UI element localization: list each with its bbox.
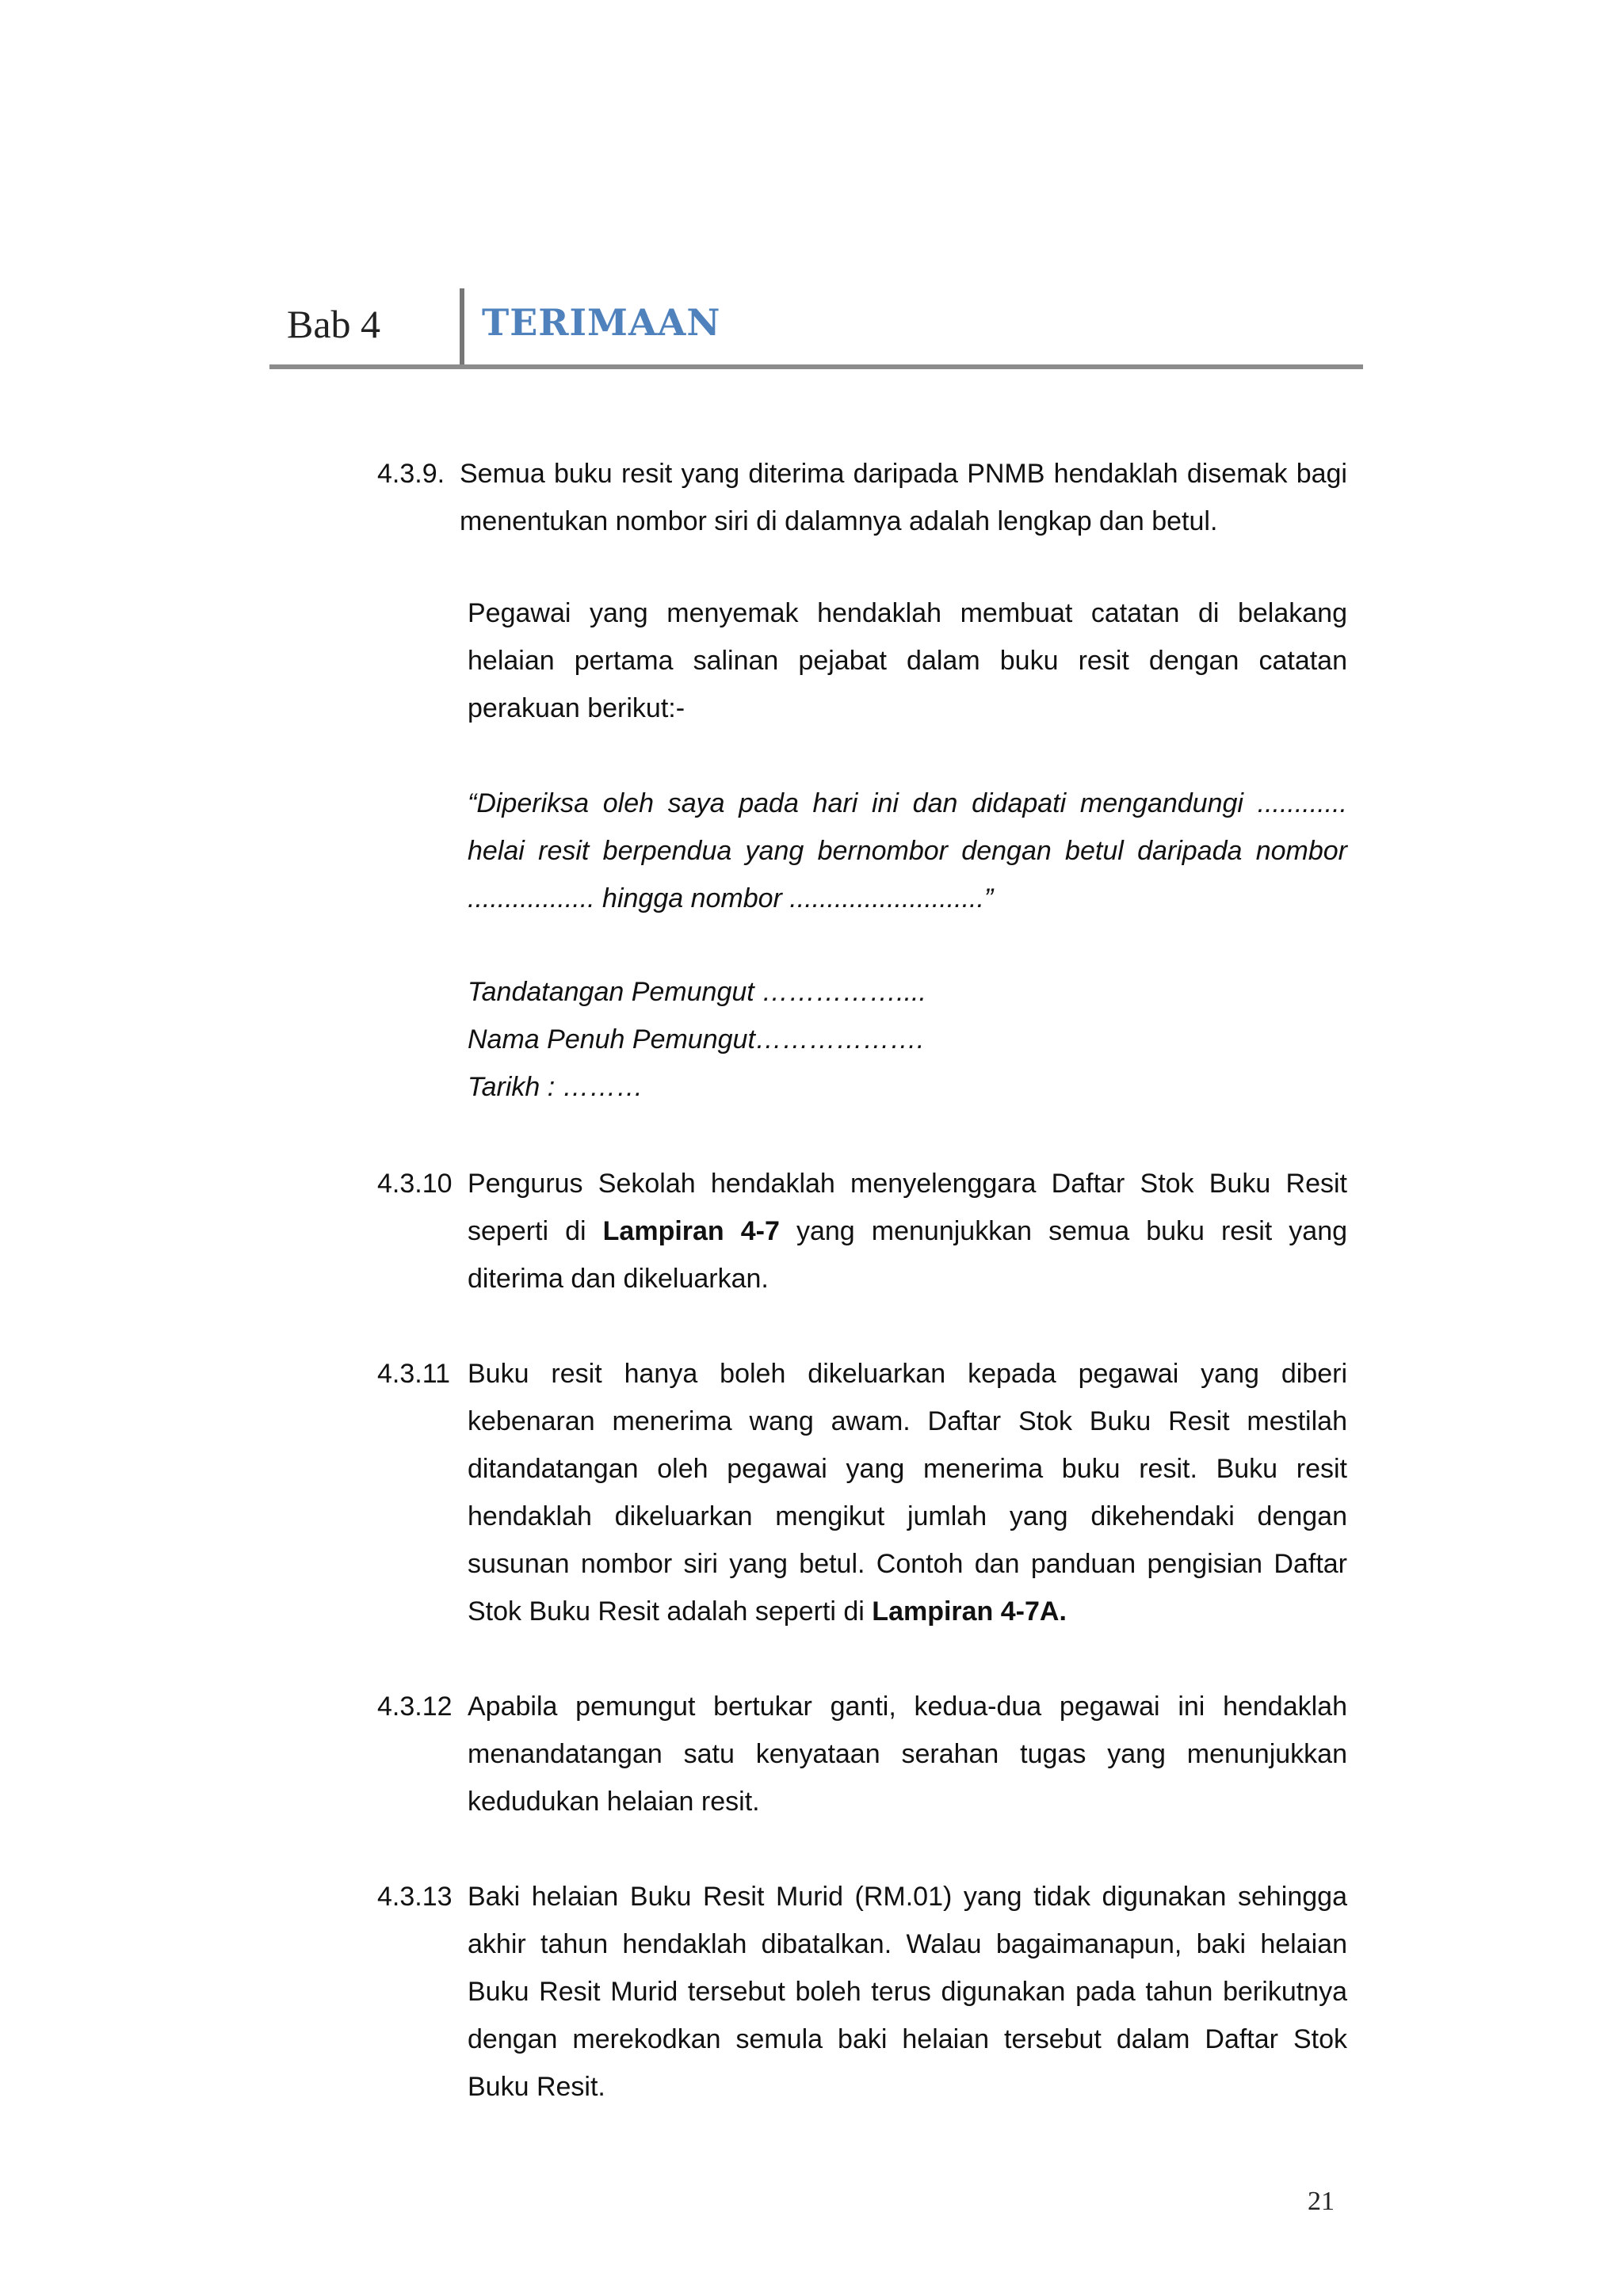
chapter-label: Bab 4 xyxy=(287,302,381,346)
section-number: 4.3.10 xyxy=(377,1169,453,1199)
section-4-3-9 xyxy=(377,450,1347,545)
section-text: Buku resit hanya boleh dikeluarkan kepada pegawai yang diberi kebenaran menerima wang awam. Daftar Stok Buku Resit mestilah ditandatangan oleh pegawai yang menerima buku resit. Buku resit hendaklah dikeluarkan mengikut jumlah yang dikehendaki dengan susunan nombor siri yang betul. Contoh dan panduan pengisian Daftar Stok Buku Resit adalah seperti di Lampiran 4-7A. xyxy=(468,1359,1347,1627)
instruction-paragraph: Pegawai yang menyemak hendaklah membuat catatan di belakang helaian pertama salinan pejabat dalam buku resit dengan catatan perakuan berikut:- xyxy=(468,598,1347,723)
signature-block xyxy=(468,968,1347,1111)
section-4-3-12 xyxy=(377,1683,1347,1825)
section-number: 4.3.13 xyxy=(377,1882,453,1912)
chapter-title: TERIMAAN xyxy=(482,301,721,344)
section-text: Apabila pemungut bertukar ganti, kedua-dua pegawai ini hendaklah menandatangan satu kenyataan serahan tugas yang menunjukkan kedudukan helaian resit. xyxy=(468,1691,1347,1817)
section-number: 4.3.12 xyxy=(377,1691,453,1722)
section-number: 4.3.11 xyxy=(377,1359,451,1389)
header-rule xyxy=(269,364,1363,369)
signature-line: Tandatangan Pemungut …………….... xyxy=(468,977,926,1007)
chapter-header xyxy=(269,285,1363,371)
section-text: Baki helaian Buku Resit Murid (RM.01) yang tidak digunakan sehingga akhir tahun hendaklah dibatalkan. Walau bagaimanapun, baki helaian Buku Resit Murid tersebut boleh terus digunakan pada tahun berikutnya dengan merekodkan semula baki helaian tersebut dalam Daftar Stok Buku Resit. xyxy=(468,1882,1347,2102)
section-4-3-13 xyxy=(377,1873,1347,2111)
appendix-reference: Lampiran 4-7 xyxy=(602,1216,780,1246)
header-divider xyxy=(460,288,464,368)
appendix-reference: Lampiran 4-7A. xyxy=(872,1596,1067,1627)
section-text: Pengurus Sekolah hendaklah menyelenggara Daftar Stok Buku Resit seperti di Lampiran 4-7 yang menunjukkan semua buku resit yang diterima dan dikeluarkan. xyxy=(468,1169,1348,1294)
page-number: 21 xyxy=(1308,2187,1335,2216)
certification-statement: “Diperiksa oleh saya pada hari ini dan didapati mengandungi ............ helai resit berpendua yang bernombor dengan betul daripada nombor ................. hingga nombor ..........................” xyxy=(468,788,1347,913)
section-text: Semua buku resit yang diterima daripada PNMB hendaklah disemak bagi menentukan nombor siri di dalamnya adalah lengkap dan betul. xyxy=(460,459,1347,536)
section-number: 4.3.9. xyxy=(377,459,445,489)
date-line: Tarikh : ……… xyxy=(468,1072,643,1102)
full-name-line: Nama Penuh Pemungut………………. xyxy=(468,1024,925,1055)
section-4-3-10 xyxy=(377,1160,1347,1302)
section-4-3-11 xyxy=(377,1350,1347,1635)
